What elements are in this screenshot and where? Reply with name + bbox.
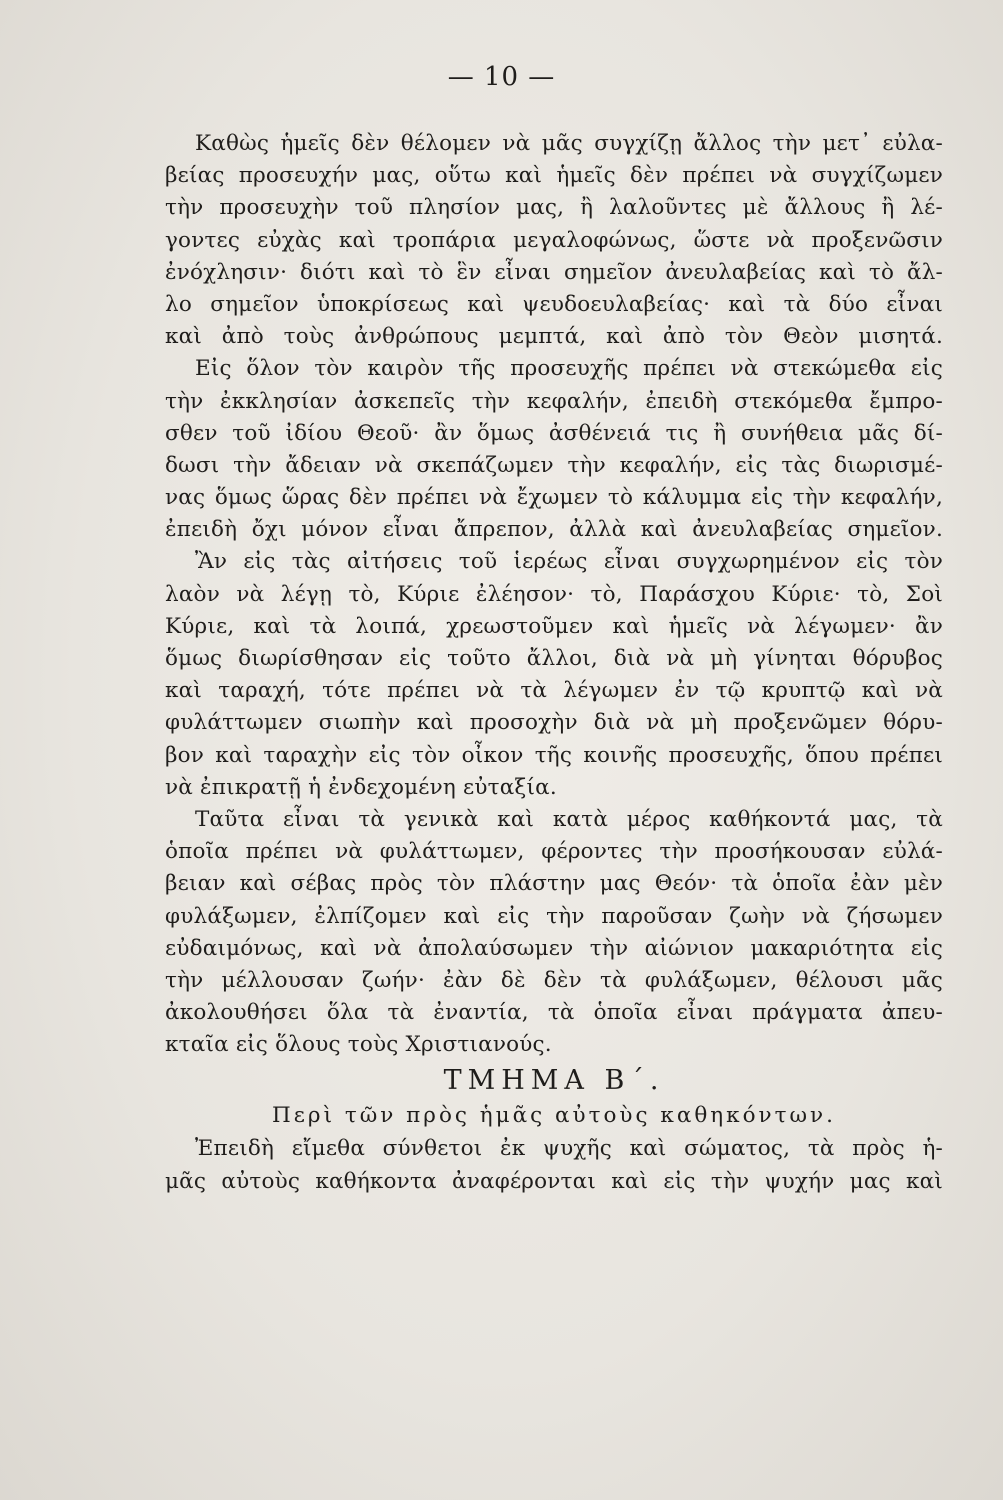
text-line: Ἂν εἰς τὰς αἰτήσεις τοῦ ἱερέως εἶναι συγχωρημένον εἰς τὸν [195,549,943,575]
paragraph [165,804,943,1062]
paragraph [165,1133,943,1197]
text-line: νὰ ἐπικρατῇ ἡ ἐνδεχομένη εὐταξία. [165,774,557,800]
paragraph [165,546,943,804]
text-line: ὅμως διωρίσθησαν εἰς τοῦτο ἄλλοι, διὰ νὰ μὴ γίνηται θόρυβος [165,646,943,671]
text-line: καὶ ἀπὸ τοὺς ἀνθρώπους μεμπτά, καὶ ἀπὸ τὸν Θεὸν μισητά. [165,324,943,350]
text-line: εὐδαιμόνως, καὶ νὰ ἀπολαύσωμεν τὴν αἰώνιον μακαριότητα εἰς [165,935,943,961]
text-line: ἐνόχλησιν· διότι καὶ τὸ ἓν εἶναι σημεῖον ἀνευλαβείας καὶ τὸ ἄλ- [165,259,943,285]
text-line: λο σημεῖον ὑποκρίσεως καὶ ψευδοευλαβείας· καὶ τὰ δύο εἶναι [165,291,943,317]
text-line: βείας προσευχήν μας, οὕτω καὶ ἡμεῖς δὲν πρέπει νὰ συγχίζωμεν [165,163,943,189]
text-line: λαὸν νὰ λέγῃ τὸ, Κύριε ἐλέησον· τὸ, Παράσχου Κύριε· τὸ, Σοὶ [165,581,943,607]
text-line: κταῖα εἰς ὅλους τοὺς Χριστιανούς. [165,1032,552,1058]
text-line: τὴν ἐκκλησίαν ἀσκεπεῖς τὴν κεφαλήν, ἐπειδὴ στεκόμεθα ἔμπρο- [165,388,943,414]
page-number: — 10 — [447,62,556,92]
text-line: Ἐπειδὴ εἴμεθα σύνθετοι ἐκ ψυχῆς καὶ σώματος, τὰ πρὸς ἡ- [195,1136,943,1162]
text-line: Εἰς ὅλον τὸν καιρὸν τῆς προσευχῆς πρέπει νὰ στεκώμεθα εἰς [195,356,943,382]
text-line: βον καὶ ταραχὴν εἰς τὸν οἶκον τῆς κοινῆς προσευχῆς, ὅπου πρέπει [165,742,943,768]
text-line: δωσι τὴν ἄδειαν νὰ σκεπάζωμεν τὴν κεφαλήν, εἰς τὰς διωρισμέ- [165,452,943,478]
text-line: καὶ ταραχή, τότε πρέπει νὰ τὰ λέγωμεν ἐν τῷ κρυπτῷ καὶ νὰ [165,678,943,704]
text-line: φυλάξωμεν, ἐλπίζομεν καὶ εἰς τὴν παροῦσαν ζωὴν νὰ ζήσωμεν [165,903,943,929]
text-line: τὴν προσευχὴν τοῦ πλησίον μας, ἢ λαλοῦντες μὲ ἄλλους ἢ λέ- [165,195,943,221]
text-line: ἀκολουθήσει ὅλα τὰ ἐναντία, τὰ ὁποῖα εἶναι πράγματα ἀπευ- [165,1000,943,1026]
paragraph [165,128,943,353]
text-line: Ταῦτα εἶναι τὰ γενικὰ καὶ κατὰ μέρος καθήκοντά μας, τὰ [195,806,943,832]
text-line: γοντες εὐχὰς καὶ τροπάρια μεγαλοφώνως, ὥστε νὰ προξενῶσιν [165,227,943,253]
text-line: βειαν καὶ σέβας πρὸς τὸν πλάστην μας Θεόν· τὰ ὁποῖα ἐὰν μὲν [165,871,943,897]
paragraph [165,353,943,546]
text-line: νας ὅμως ὥρας δὲν πρέπει νὰ ἔχωμεν τὸ κάλυμμα εἰς τὴν κεφαλήν, [165,485,943,511]
text-line: σθεν τοῦ ἰδίου Θεοῦ· ἂν ὅμως ἀσθένειά τις ἢ συνήθεια μᾶς δί- [165,420,943,446]
text-line: Κύριε, καὶ τὰ λοιπά, χρεωστοῦμεν καὶ ἡμεῖς νὰ λέγωμεν· ἂν [165,613,943,639]
body-text [165,128,943,1198]
text-line: Καθὼς ἡμεῖς δὲν θέλομεν νὰ μᾶς συγχίζῃ ἄλλος τὴν μετ᾽ εὐλα- [195,131,943,156]
text-line: ὁποῖα πρέπει νὰ φυλάττωμεν, φέροντες τὴν προσήκουσαν εὐλά- [165,839,943,865]
section-subtitle: Περὶ τῶν πρὸς ἡμᾶς αὐτοὺς καθηκόντων. [272,1103,836,1129]
text-line: τὴν μέλλουσαν ζωήν· ἐὰν δὲ δὲν τὰ φυλάξωμεν, θέλουσι μᾶς [165,967,943,993]
text-line: φυλάττωμεν σιωπὴν καὶ προσοχὴν διὰ νὰ μὴ προξενῶμεν θόρυ- [165,710,943,736]
text-line: μᾶς αὐτοὺς καθήκοντα ἀναφέρονται καὶ εἰς τὴν ψυχήν μας καὶ [165,1168,943,1194]
text-line: ἐπειδὴ ὄχι μόνον εἶναι ἄπρεπον, ἀλλὰ καὶ ἀνευλαβείας σημεῖον. [165,517,943,543]
section-title: ΤΜΗΜΑ Β΄. [443,1065,665,1097]
